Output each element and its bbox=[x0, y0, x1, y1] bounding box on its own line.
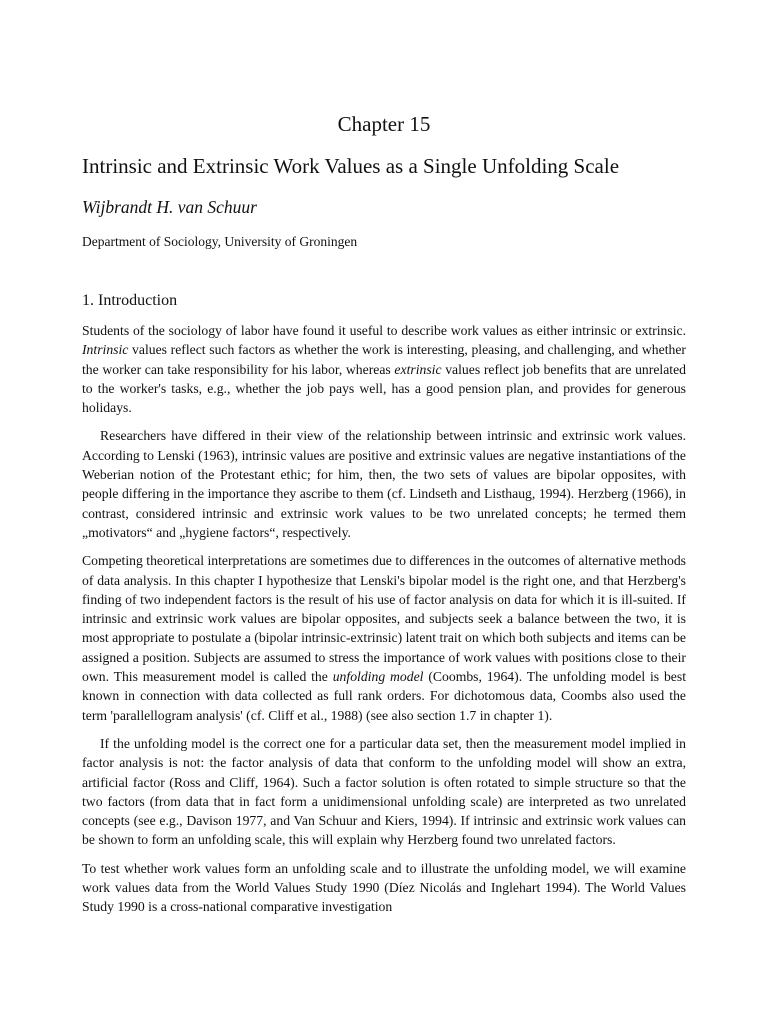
paragraph-4: If the unfolding model is the correct one for a particular data set, then the measurement model implied in factor analysis is not: the factor analysis of data that conform to the unfolding model will show an extra, artificial factor (Ross and Cliff, 1964). Such a factor solution is often rotated to simple structure so that the two factors (from data that in fact form a unidimensional unfolding scale) are interpreted as two unrelated concepts (see e.g., Davison 1977, and Van Schuur and Kiers, 1994). If intrinsic and extrinsic work values can be shown to form an unfolding scale, this will explain why Herzberg found two unrelated factors. bbox=[82, 735, 686, 848]
paragraph-3-text-b: (Coombs, 1964). The unfolding model is best known in connection with data collected as full rank orders. For dichotomous data, Coombs also used the term 'parallellogram analysis' (cf. Cliff et al., 1988) (see also section 1.7 in chapter 1). bbox=[82, 669, 686, 723]
body-text bbox=[82, 321, 686, 926]
paragraph-5: To test whether work values form an unfolding scale and to illustrate the unfolding model, we will examine work values data from the World Values Study 1990 (Díez Nicolás and Inglehart 1994). The World Values Study 1990 is a cross-national comparative investigation bbox=[82, 860, 686, 915]
paragraph-1 bbox=[82, 321, 686, 417]
term-extrinsic: extrinsic bbox=[394, 361, 442, 377]
chapter-label: Chapter 15 bbox=[337, 112, 431, 136]
term-unfolding-model: unfolding model bbox=[332, 669, 424, 685]
author-affiliation: Department of Sociology, University of Groningen bbox=[82, 234, 358, 249]
chapter-title: Intrinsic and Extrinsic Work Values as a Single Unfolding Scale bbox=[82, 154, 620, 178]
paragraph-1-text-a: Students of the sociology of labor have found it useful to describe work values as either intrinsic or extrinsic. bbox=[82, 323, 686, 338]
paragraph-1-text-c: values reflect job benefits that are unrelated to the worker's tasks, e.g., whether the job pays well, has a good pension plan, and provides for generous holidays. bbox=[82, 361, 686, 416]
paragraph-3 bbox=[82, 551, 686, 725]
paragraph-3-text-a: Competing theoretical interpretations are sometimes due to differences in the outcomes of alternative methods of data analysis. In this chapter I hypothesize that Lenski's bipolar model is the right one, and that Herzberg's finding of two independent factors is the result of his use of factor analysis on data for which it is ill-suited. If intrinsic and extrinsic work values are bipolar opposites, and subjects seek a balance between the two, it is most appropriate to postulate a (bipolar intrinsic-extrinsic) latent trait on which both subjects and items can be assigned a position. Subjects are assumed to stress the importance of work values with positions close to their own. This measurement model is called the bbox=[82, 553, 686, 685]
paragraph-1-text-b: values reflect such factors as whether the work is interesting, pleasing, and challenging, and whether the worker can take responsibility for his labor, whereas bbox=[82, 342, 686, 377]
term-intrinsic: Intrinsic bbox=[82, 342, 129, 358]
author-name: Wijbrandt H. van Schuur bbox=[82, 197, 257, 217]
section-heading: 1. Introduction bbox=[82, 292, 178, 309]
paragraph-2: Researchers have differed in their view of the relationship between intrinsic and extrinsic work values. According to Lenski (1963), intrinsic values are positive and extrinsic values are negative instantiations of the Weberian notion of the Protestant ethic; for him, then, the two sets of values are bipolar opposites, with people differing in the importance they ascribe to them (cf. Lindseth and Listhaug, 1994). Herzberg (1966), in contrast, considered intrinsic and extrinsic work values to be two unrelated concepts; he termed them „motivators“ and „hygiene factors“, respectively. bbox=[82, 428, 686, 540]
